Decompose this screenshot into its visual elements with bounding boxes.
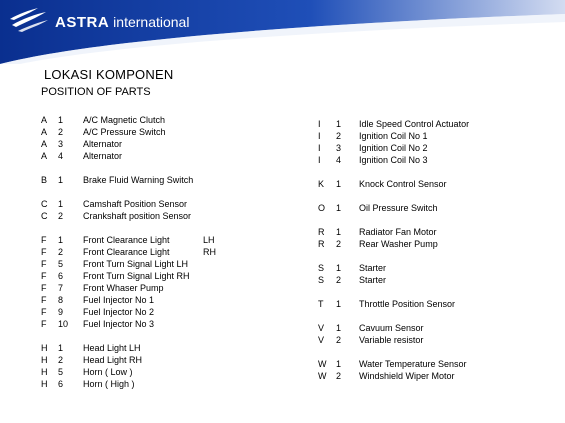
- part-number: 2: [336, 131, 342, 141]
- part-number: 1: [336, 359, 342, 369]
- part-letter: F: [41, 235, 47, 245]
- part-letter: I: [318, 155, 321, 165]
- part-number: 7: [58, 283, 64, 293]
- part-letter: F: [41, 307, 47, 317]
- part-number: 1: [336, 263, 342, 273]
- part-letter: R: [318, 239, 325, 249]
- part-name: Ignition Coil No 3: [359, 155, 428, 165]
- part-name: Oil Pressure Switch: [359, 203, 438, 213]
- part-letter: F: [41, 247, 47, 257]
- part-letter: S: [318, 263, 325, 273]
- part-name: Fuel Injector No 1: [83, 295, 155, 305]
- brand-strong: ASTRA: [55, 14, 110, 31]
- part-letter: V: [318, 335, 325, 345]
- part-number: 1: [58, 199, 64, 209]
- part-side: RH: [203, 247, 216, 257]
- part-name: Cavuum Sensor: [359, 323, 424, 333]
- part-name: Head Light LH: [83, 343, 141, 353]
- part-side: LH: [203, 235, 215, 245]
- part-name: Crankshaft position Sensor: [83, 211, 192, 221]
- part-name: Front Turn Signal Light LH: [83, 259, 189, 269]
- part-letter: I: [318, 131, 321, 141]
- part-letter: F: [41, 319, 47, 329]
- part-letter: H: [41, 379, 48, 389]
- part-letter: B: [41, 175, 48, 185]
- part-number: 1: [336, 299, 342, 309]
- part-letter: F: [41, 295, 47, 305]
- part-number: 2: [336, 275, 342, 285]
- page-title: LOKASI KOMPONEN: [44, 67, 174, 82]
- banner-graphic: [0, 0, 565, 64]
- part-number: 10: [58, 319, 69, 329]
- part-name: Front Clearance Light: [83, 247, 170, 257]
- part-letter: W: [318, 359, 327, 369]
- part-name: Idle Speed Control Actuator: [359, 119, 470, 129]
- part-number: 5: [58, 367, 64, 377]
- part-letter: S: [318, 275, 325, 285]
- part-letter: A: [41, 115, 48, 125]
- part-number: 3: [58, 139, 64, 149]
- part-name: Horn ( High ): [83, 379, 135, 389]
- part-name: Ignition Coil No 2: [359, 143, 428, 153]
- part-letter: W: [318, 371, 327, 381]
- part-name: Water Temperature Sensor: [359, 359, 467, 369]
- part-number: 2: [58, 247, 64, 257]
- part-number: 6: [58, 379, 64, 389]
- brand-wordmark: [55, 14, 189, 31]
- part-name: Brake Fluid Warning Switch: [83, 175, 194, 185]
- part-letter: I: [318, 143, 321, 153]
- part-letter: H: [41, 355, 48, 365]
- part-name: Knock Control Sensor: [359, 179, 447, 189]
- part-letter: I: [318, 119, 321, 129]
- part-number: 2: [336, 335, 342, 345]
- part-letter: F: [41, 271, 47, 281]
- part-number: 6: [58, 271, 64, 281]
- part-name: Radiator Fan Motor: [359, 227, 437, 237]
- brand-light: international: [113, 14, 190, 30]
- part-name: Variable resistor: [359, 335, 424, 345]
- part-name: Camshaft Position Sensor: [83, 199, 188, 209]
- part-letter: C: [41, 199, 48, 209]
- part-name: Starter: [359, 263, 387, 273]
- part-name: Fuel Injector No 2: [83, 307, 155, 317]
- part-number: 1: [58, 175, 64, 185]
- part-number: 1: [58, 235, 64, 245]
- part-letter: F: [41, 259, 47, 269]
- part-number: 1: [336, 203, 342, 213]
- part-letter: F: [41, 283, 47, 293]
- part-number: 1: [58, 115, 64, 125]
- part-name: Ignition Coil No 1: [359, 131, 428, 141]
- page-subtitle: POSITION OF PARTS: [41, 86, 151, 98]
- part-name: Alternator: [83, 139, 123, 149]
- part-letter: R: [318, 227, 325, 237]
- part-number: 8: [58, 295, 64, 305]
- part-number: 2: [58, 211, 64, 221]
- part-name: Starter: [359, 275, 387, 285]
- part-name: A/C Pressure Switch: [83, 127, 166, 137]
- part-number: 1: [336, 119, 342, 129]
- part-number: 1: [336, 179, 342, 189]
- part-name: A/C Magnetic Clutch: [83, 115, 166, 125]
- part-number: 1: [336, 323, 342, 333]
- part-number: 3: [336, 143, 342, 153]
- part-number: 1: [58, 343, 64, 353]
- part-letter: T: [318, 299, 324, 309]
- part-number: 4: [58, 151, 64, 161]
- part-name: Rear Washer Pump: [359, 239, 438, 249]
- part-letter: V: [318, 323, 325, 333]
- part-number: 9: [58, 307, 64, 317]
- part-name: Throttle Position Sensor: [359, 299, 456, 309]
- part-letter: K: [318, 179, 325, 189]
- part-letter: H: [41, 343, 48, 353]
- part-name: Front Whaser Pump: [83, 283, 164, 293]
- header-banner: [0, 0, 565, 64]
- part-name: Head Light RH: [83, 355, 143, 365]
- part-letter: H: [41, 367, 48, 377]
- part-letter: O: [318, 203, 326, 213]
- part-number: 1: [336, 227, 342, 237]
- part-letter: A: [41, 127, 48, 137]
- part-letter: A: [41, 139, 48, 149]
- part-name: Front Turn Signal Light RH: [83, 271, 190, 281]
- part-number: 2: [58, 127, 64, 137]
- part-number: 2: [336, 371, 342, 381]
- part-name: Front Clearance Light: [83, 235, 170, 245]
- part-number: 4: [336, 155, 342, 165]
- part-name: Horn ( Low ): [83, 367, 133, 377]
- part-letter: A: [41, 151, 48, 161]
- part-number: 5: [58, 259, 64, 269]
- part-name: Alternator: [83, 151, 123, 161]
- part-letter: C: [41, 211, 48, 221]
- part-name: Windshield Wiper Motor: [359, 371, 455, 381]
- part-number: 2: [336, 239, 342, 249]
- part-number: 2: [58, 355, 64, 365]
- part-name: Fuel Injector No 3: [83, 319, 155, 329]
